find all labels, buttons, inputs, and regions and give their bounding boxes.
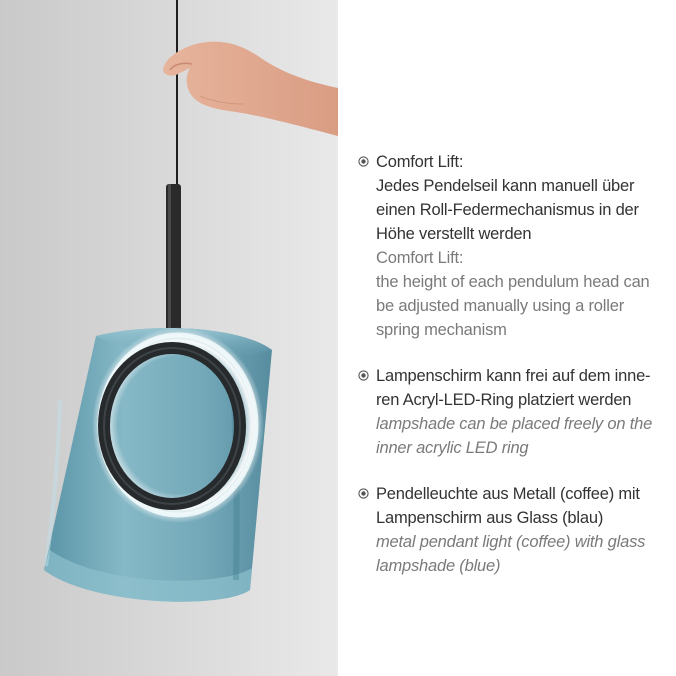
feature-en-line: be adjusted manually using a roller xyxy=(376,297,624,315)
feature-material xyxy=(356,482,668,578)
feature-de-line: einen Roll-Federmechanismus in der xyxy=(376,201,639,219)
feature-de-line: Comfort Lift: xyxy=(376,153,464,171)
feature-de-line: Lampenschirm aus Glass (blau) xyxy=(376,509,604,527)
feature-en-line: Comfort Lift: xyxy=(376,249,464,267)
feature-list xyxy=(356,150,668,600)
feature-en-line: inner acrylic LED ring xyxy=(376,439,529,457)
bullet-icon xyxy=(358,156,369,167)
feature-de-line: Jedes Pendelseil kann manuell über xyxy=(376,177,635,195)
bullet-icon xyxy=(358,370,369,381)
feature-de-line: Höhe verstellt werden xyxy=(376,225,532,243)
feature-de-line: ren Acryl-LED-Ring platziert werden xyxy=(376,391,632,409)
feature-comfort-lift xyxy=(356,150,668,342)
feature-de-line: Pendelleuchte aus Metall (coffee) mit xyxy=(376,485,640,503)
feature-en-line: the height of each pendulum head can xyxy=(376,273,650,291)
bullet-icon xyxy=(358,488,369,499)
feature-lampshade-placement xyxy=(356,364,668,460)
feature-en-line: spring mechanism xyxy=(376,321,507,339)
feature-en-line: lampshade can be placed freely on the xyxy=(376,415,653,433)
feature-de-line: Lampenschirm kann frei auf dem inne- xyxy=(376,367,651,385)
feature-en-line: metal pendant light (coffee) with glass xyxy=(376,533,646,551)
feature-en-line: lampshade (blue) xyxy=(376,557,501,575)
